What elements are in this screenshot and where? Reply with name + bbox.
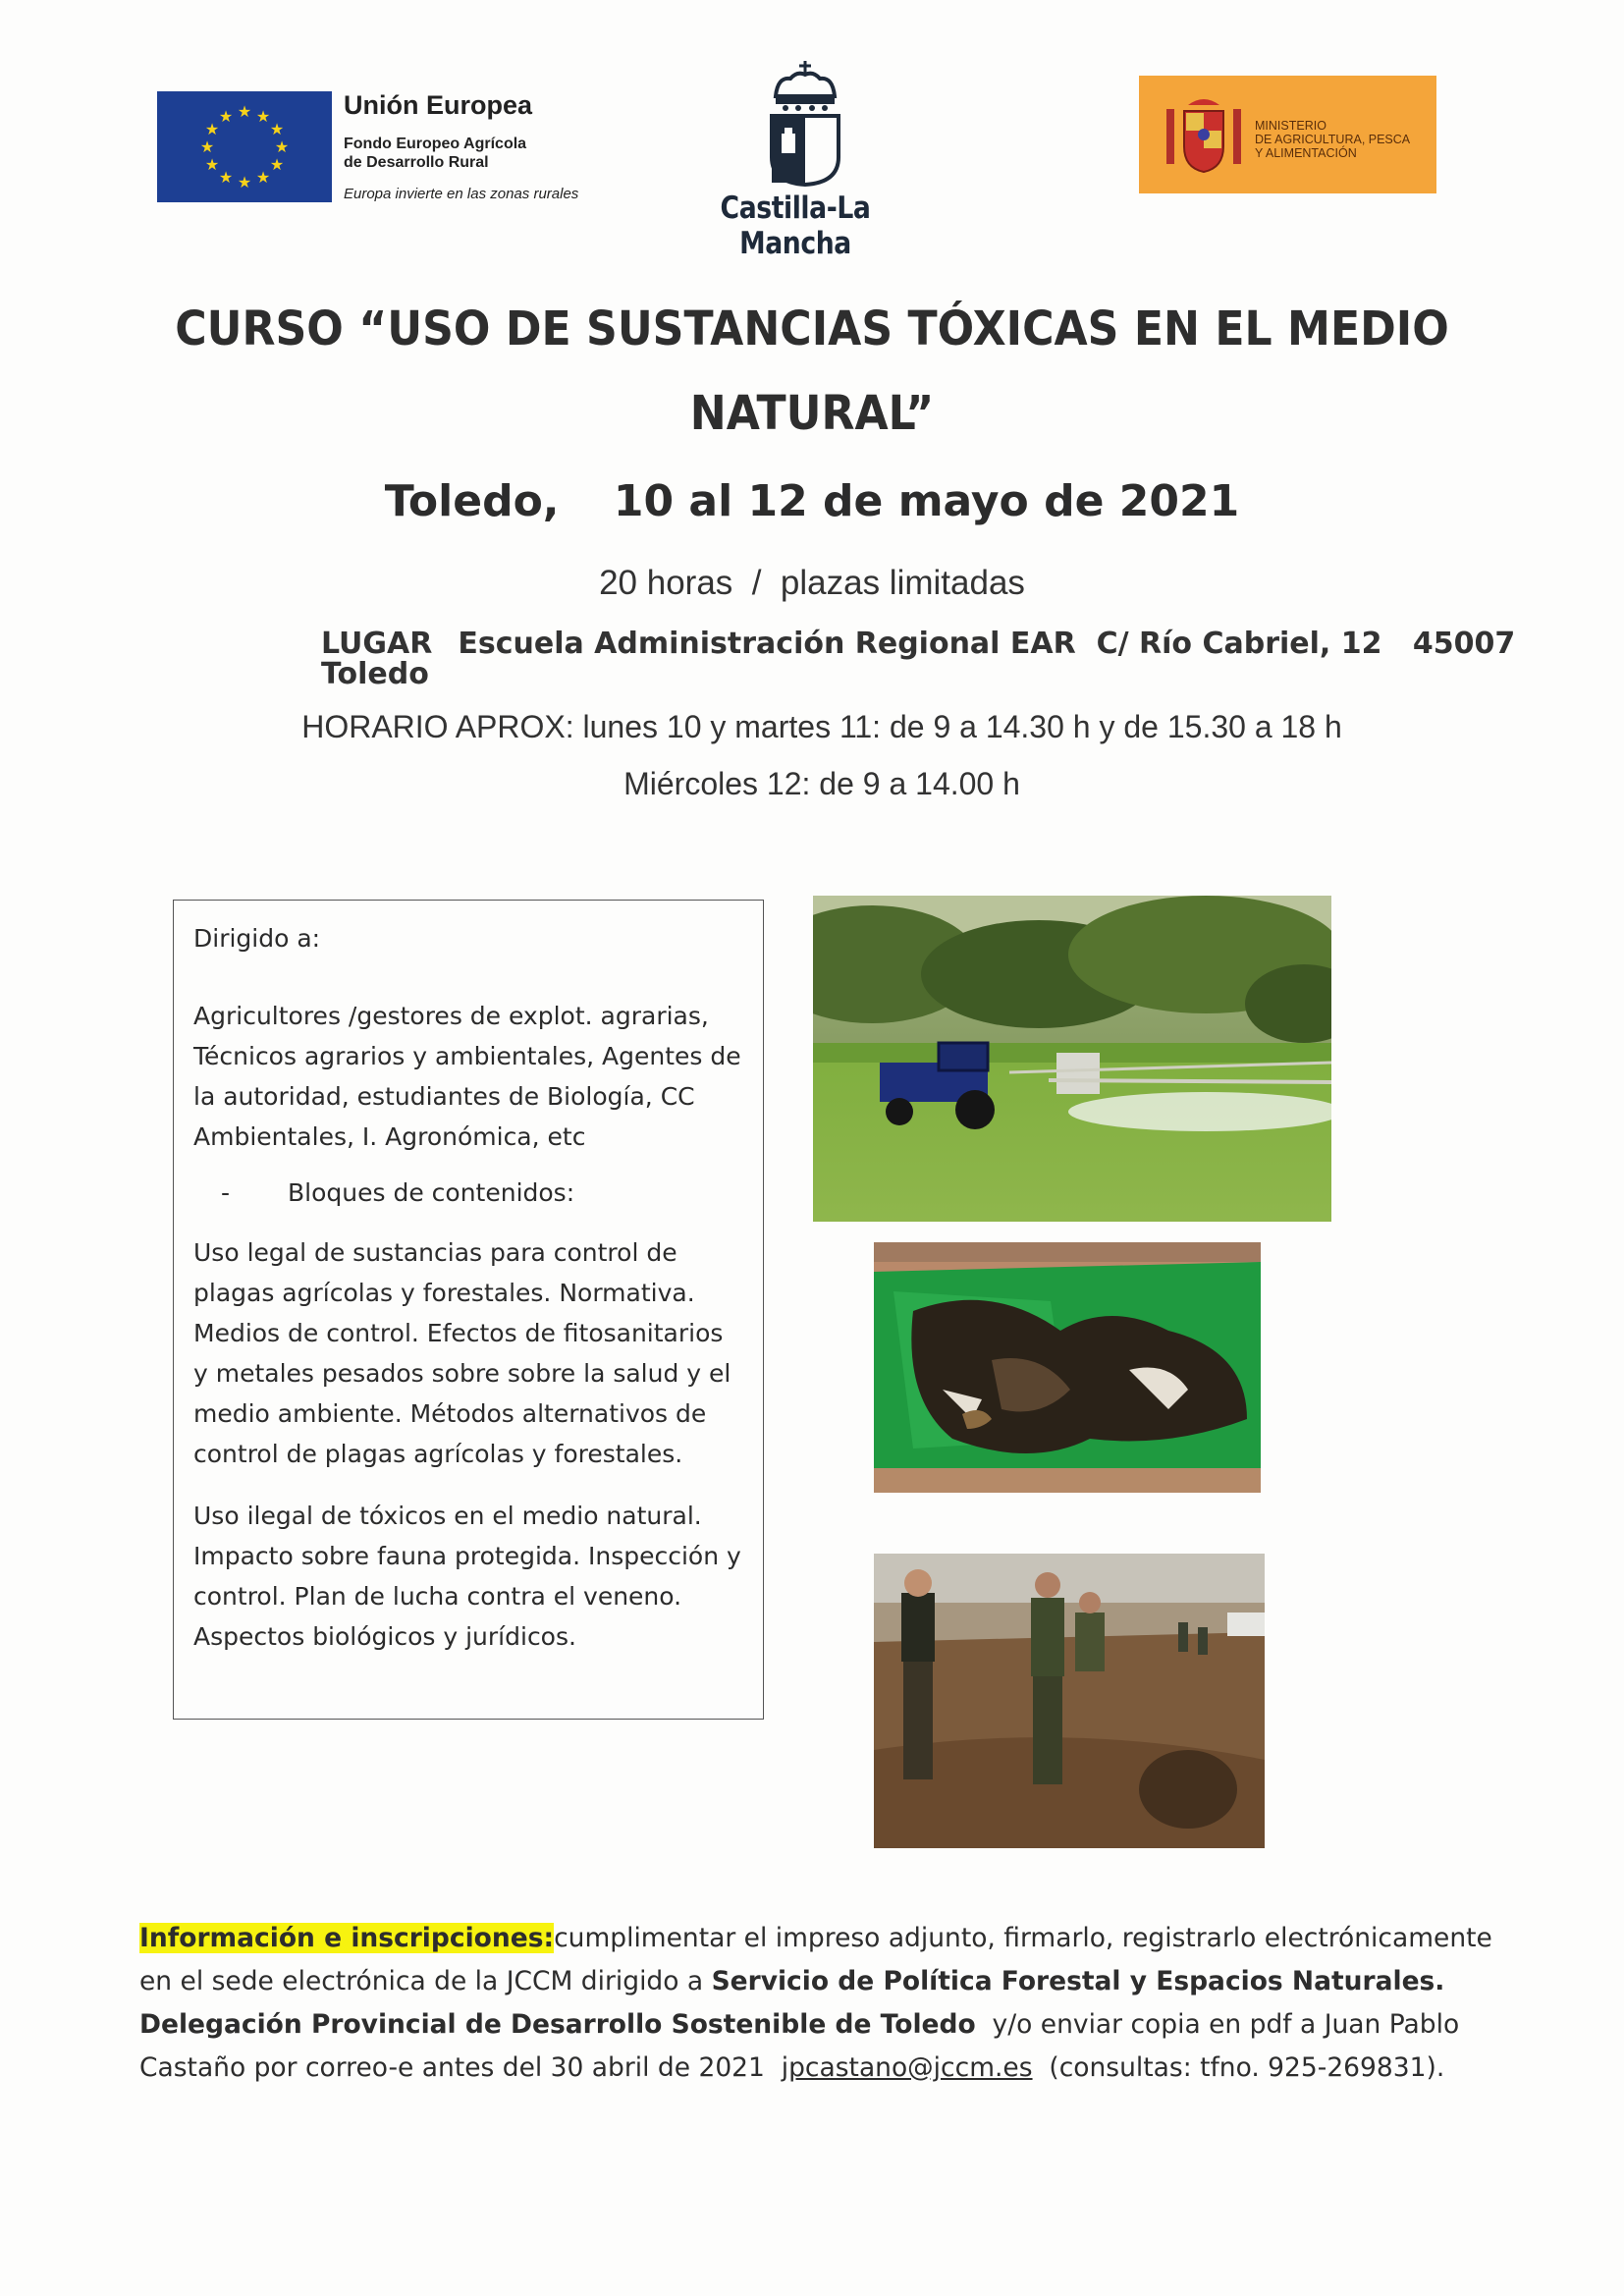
course-place: Toledo, <box>384 476 560 526</box>
svg-text:★: ★ <box>237 173 252 191</box>
date-line <box>98 476 1526 526</box>
svg-text:★: ★ <box>255 168 271 187</box>
svg-text:★: ★ <box>218 107 234 126</box>
eu-stars-icon <box>157 91 332 202</box>
castilla-la-mancha-name: Castilla-La Mancha <box>720 191 871 261</box>
registration-info-text2: y/o enviar copia en pdf a Juan Pablo Castaño por correo-e antes del 30 abril de 2021 <box>139 2009 1468 2083</box>
ministry-line1: MINISTERIO <box>1255 119 1326 133</box>
registration-info-text1: cumplimentar el impreso adjunto, firmarlo, registrarlo electrónicamente en el sede electrónica de la JCCM dirigido a <box>139 1923 1492 1996</box>
course-hours: 20 horas / plazas limitadas <box>599 564 1025 602</box>
schedule-line1: HORARIO APROX: lunes 10 y martes 11: de 9 a 14.30 h y de 15.30 a 18 h <box>301 709 1342 744</box>
course-dates: 10 al 12 de mayo de 2021 <box>613 476 1240 526</box>
svg-text:★: ★ <box>269 120 285 138</box>
eu-motto: Europa invierte en las zonas rurales <box>344 186 579 202</box>
registration-info <box>139 1917 1514 2090</box>
svg-text:★: ★ <box>237 102 252 121</box>
course-title <box>155 287 1469 456</box>
location-value: Escuela Administración Regional EAR C/ Río Cabriel, 12 45007 <box>458 627 1516 661</box>
ministry-logo <box>1139 76 1436 193</box>
list-dash: - <box>221 1178 231 1207</box>
registration-info-text3: (consultas: tfno. 925-269831). <box>1032 2052 1445 2083</box>
forest-service-name: Servicio de Política Forestal y Espacios Naturales. <box>711 1966 1445 1996</box>
contact-email-link[interactable]: jpcastano@jccm.es <box>781 2052 1033 2083</box>
ministry-line3: Y ALIMENTACIÓN <box>1255 146 1357 160</box>
course-info-box <box>173 900 764 1720</box>
eu-flag-logo <box>157 91 332 202</box>
course-title-line1: CURSO “USO DE SUSTANCIAS TÓXICAS EN EL MEDIO <box>175 301 1449 356</box>
content-blocks-label: Bloques de contenidos: <box>288 1178 575 1207</box>
location-label: LUGAR <box>321 627 433 661</box>
forest-agents-photo <box>874 1554 1265 1848</box>
svg-text:★: ★ <box>199 137 215 156</box>
ministry-text <box>1255 119 1432 160</box>
svg-text:★: ★ <box>204 120 220 138</box>
legal-use-text: Uso legal de sustancias para control de plagas agrícolas y forestales. Normativa. Medios de control. Efectos de fitosanitarios y metales pesados sobre sobre la salud y el medio ambiente. Métodos alternativos de control de plagas agrícolas y forestales. <box>193 1238 731 1468</box>
svg-text:★: ★ <box>269 155 285 174</box>
spain-coat-of-arms-icon <box>1159 89 1249 180</box>
svg-text:★: ★ <box>218 168 234 187</box>
schedule-line2: Miércoles 12: de 9 a 14.00 h <box>623 766 1020 801</box>
content-blocks-heading <box>221 1173 743 1213</box>
eu-fund-line1: Fondo Europeo Agrícola <box>344 136 527 152</box>
ministry-line2: DE AGRICULTURA, PESCA <box>1255 133 1411 146</box>
provincial-delegation-name: Delegación Provincial de Desarrollo Sostenible de Toledo <box>139 2009 976 2040</box>
course-title-line2: NATURAL” <box>689 386 935 441</box>
castilla-la-mancha-crest-icon <box>756 59 854 187</box>
svg-text:★: ★ <box>255 107 271 126</box>
dead-eagle-photo <box>874 1242 1261 1493</box>
tractor-spraying-photo <box>813 896 1331 1222</box>
course-location <box>321 627 1516 691</box>
aimed-at-label: Dirigido a: <box>193 924 321 953</box>
eu-title: Unión Europea <box>344 90 533 120</box>
aimed-at-text: Agricultores /gestores de explot. agrarias, Técnicos agrarios y ambientales, Agentes de la autoridad, estudiantes de Biología, CC Ambientales, I. Agronómica, etc <box>193 1002 741 1151</box>
eu-text-block <box>344 90 658 202</box>
illegal-use-text: Uso ilegal de tóxicos en el medio natural. Impacto sobre fauna protegida. Inspección y control. Plan de lucha contra el veneno. Aspectos biológicos y jurídicos. <box>193 1502 741 1651</box>
svg-text:★: ★ <box>204 155 220 174</box>
svg-text:★: ★ <box>274 137 290 156</box>
eu-fund-line2: de Desarrollo Rural <box>344 154 489 171</box>
location-city: Toledo <box>321 657 429 691</box>
registration-info-label: Información e inscripciones: <box>139 1923 555 1953</box>
